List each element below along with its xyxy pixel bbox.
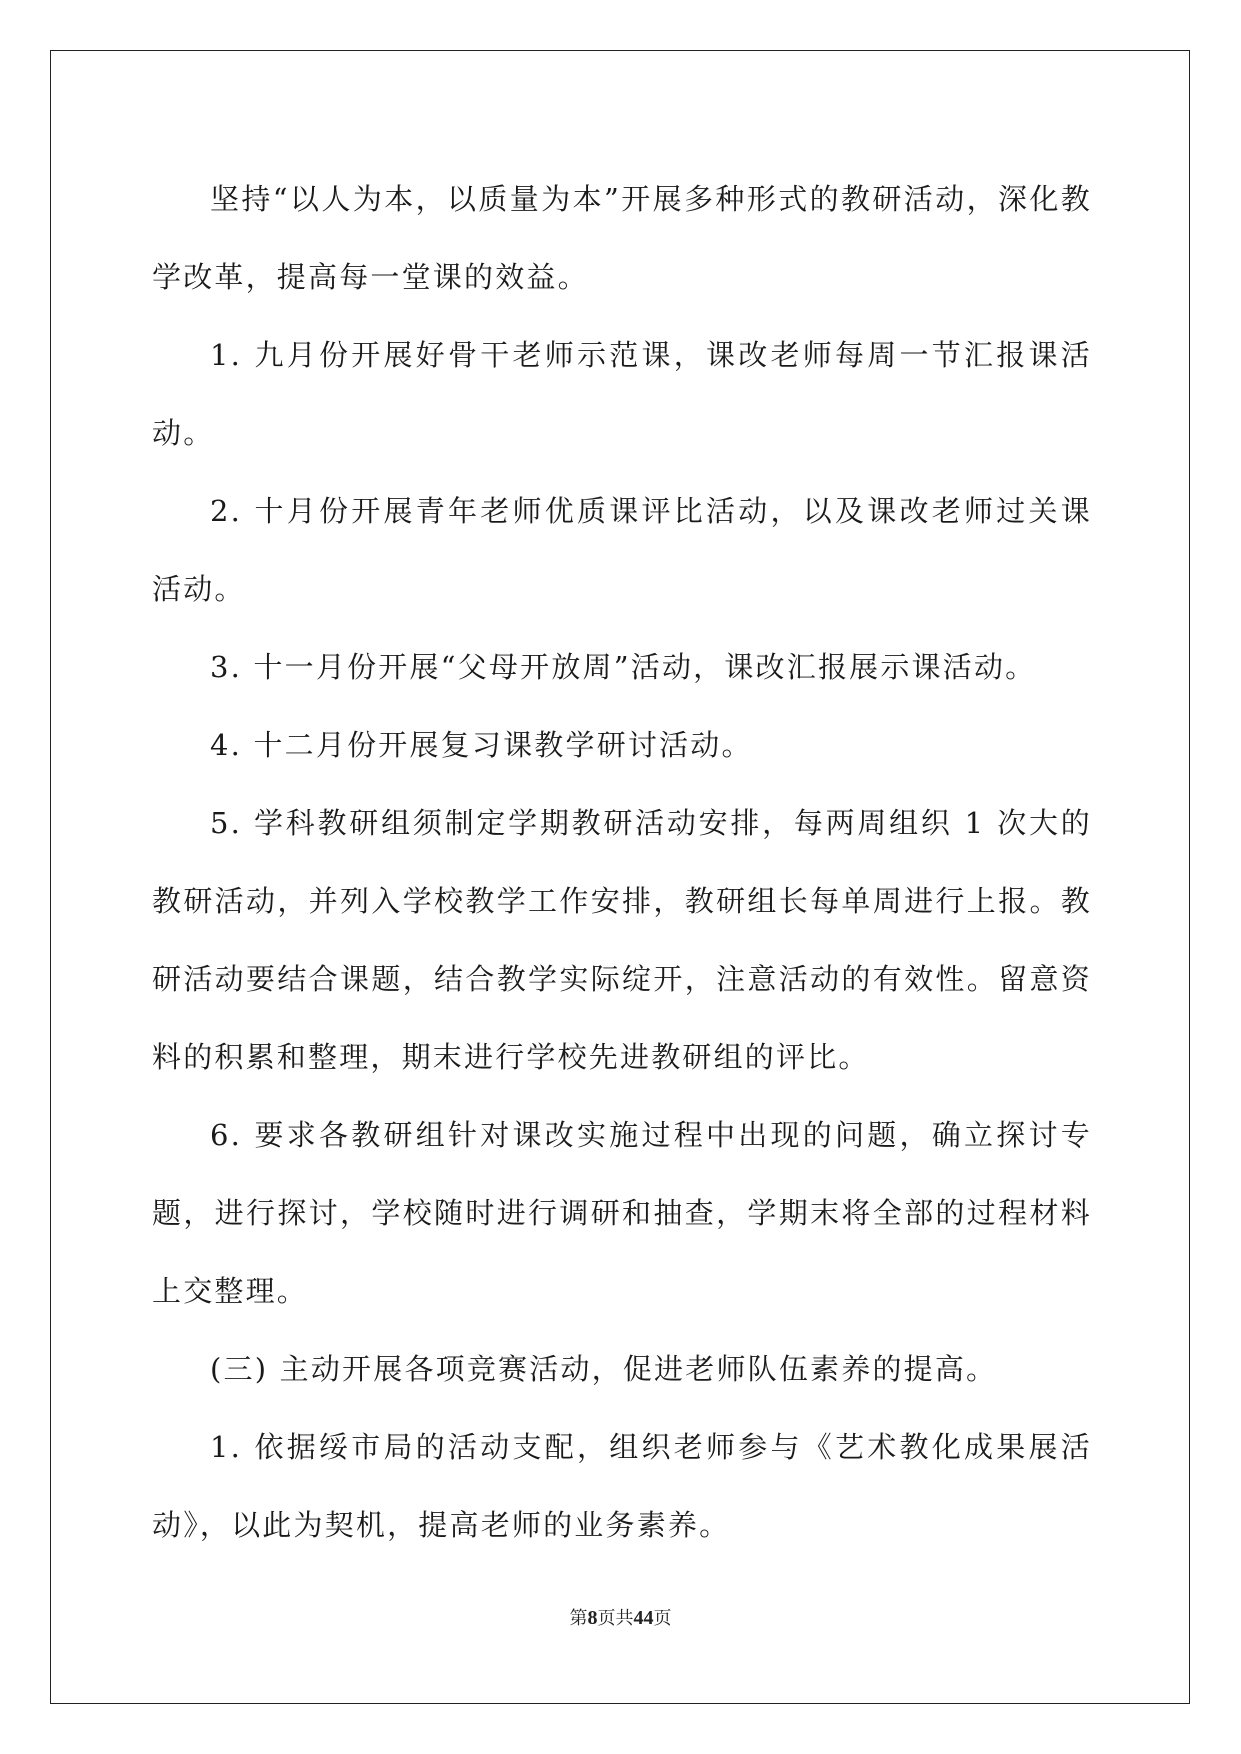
page-number: 8 bbox=[587, 1607, 598, 1629]
paragraph: 2. 十月份开展青年老师优质课评比活动，以及课改老师过关课活动。 bbox=[152, 494, 1092, 606]
total-prefix: 共 bbox=[615, 1608, 634, 1629]
paragraph: 4. 十二月份开展复习课教学研讨活动。 bbox=[210, 728, 753, 762]
paragraph: (三) 主动开展各项竞赛活动，促进老师队伍素养的提高。 bbox=[210, 1352, 998, 1386]
paragraph: 3. 十一月份开展“父母开放周”活动，课改汇报展示课活动。 bbox=[210, 650, 1037, 684]
total-pages: 44 bbox=[633, 1607, 654, 1629]
page-footer bbox=[0, 1604, 1241, 1630]
page-prefix: 第 bbox=[569, 1608, 588, 1629]
paragraph: 6. 要求各教研组针对课改实施过程中出现的问题，确立探讨专题，进行探讨，学校随时进行调研和抽查，学期末将全部的过程材料上交整理。 bbox=[152, 1118, 1092, 1308]
paragraph: 1. 九月份开展好骨干老师示范课，课改老师每周一节汇报课活动。 bbox=[152, 338, 1092, 450]
document-body bbox=[152, 160, 1092, 1564]
page-suffix: 页 bbox=[597, 1608, 616, 1629]
paragraph: 1. 依据绥市局的活动支配，组织老师参与《艺术教化成果展活动》，以此为契机，提高老师的业务素养。 bbox=[152, 1430, 1092, 1542]
paragraph: 5. 学科教研组须制定学期教研活动安排，每两周组织 1 次大的教研活动，并列入学校教学工作安排，教研组长每单周进行上报。教研活动要结合课题，结合教学实际绽开，注意活动的有效性。留意资料的积累和整理，期末进行学校先进教研组的评比。 bbox=[152, 806, 1092, 1074]
paragraph: 坚持“以人为本，以质量为本”开展多种形式的教研活动，深化教学改革，提高每一堂课的效益。 bbox=[152, 182, 1092, 294]
total-suffix: 页 bbox=[653, 1608, 672, 1629]
